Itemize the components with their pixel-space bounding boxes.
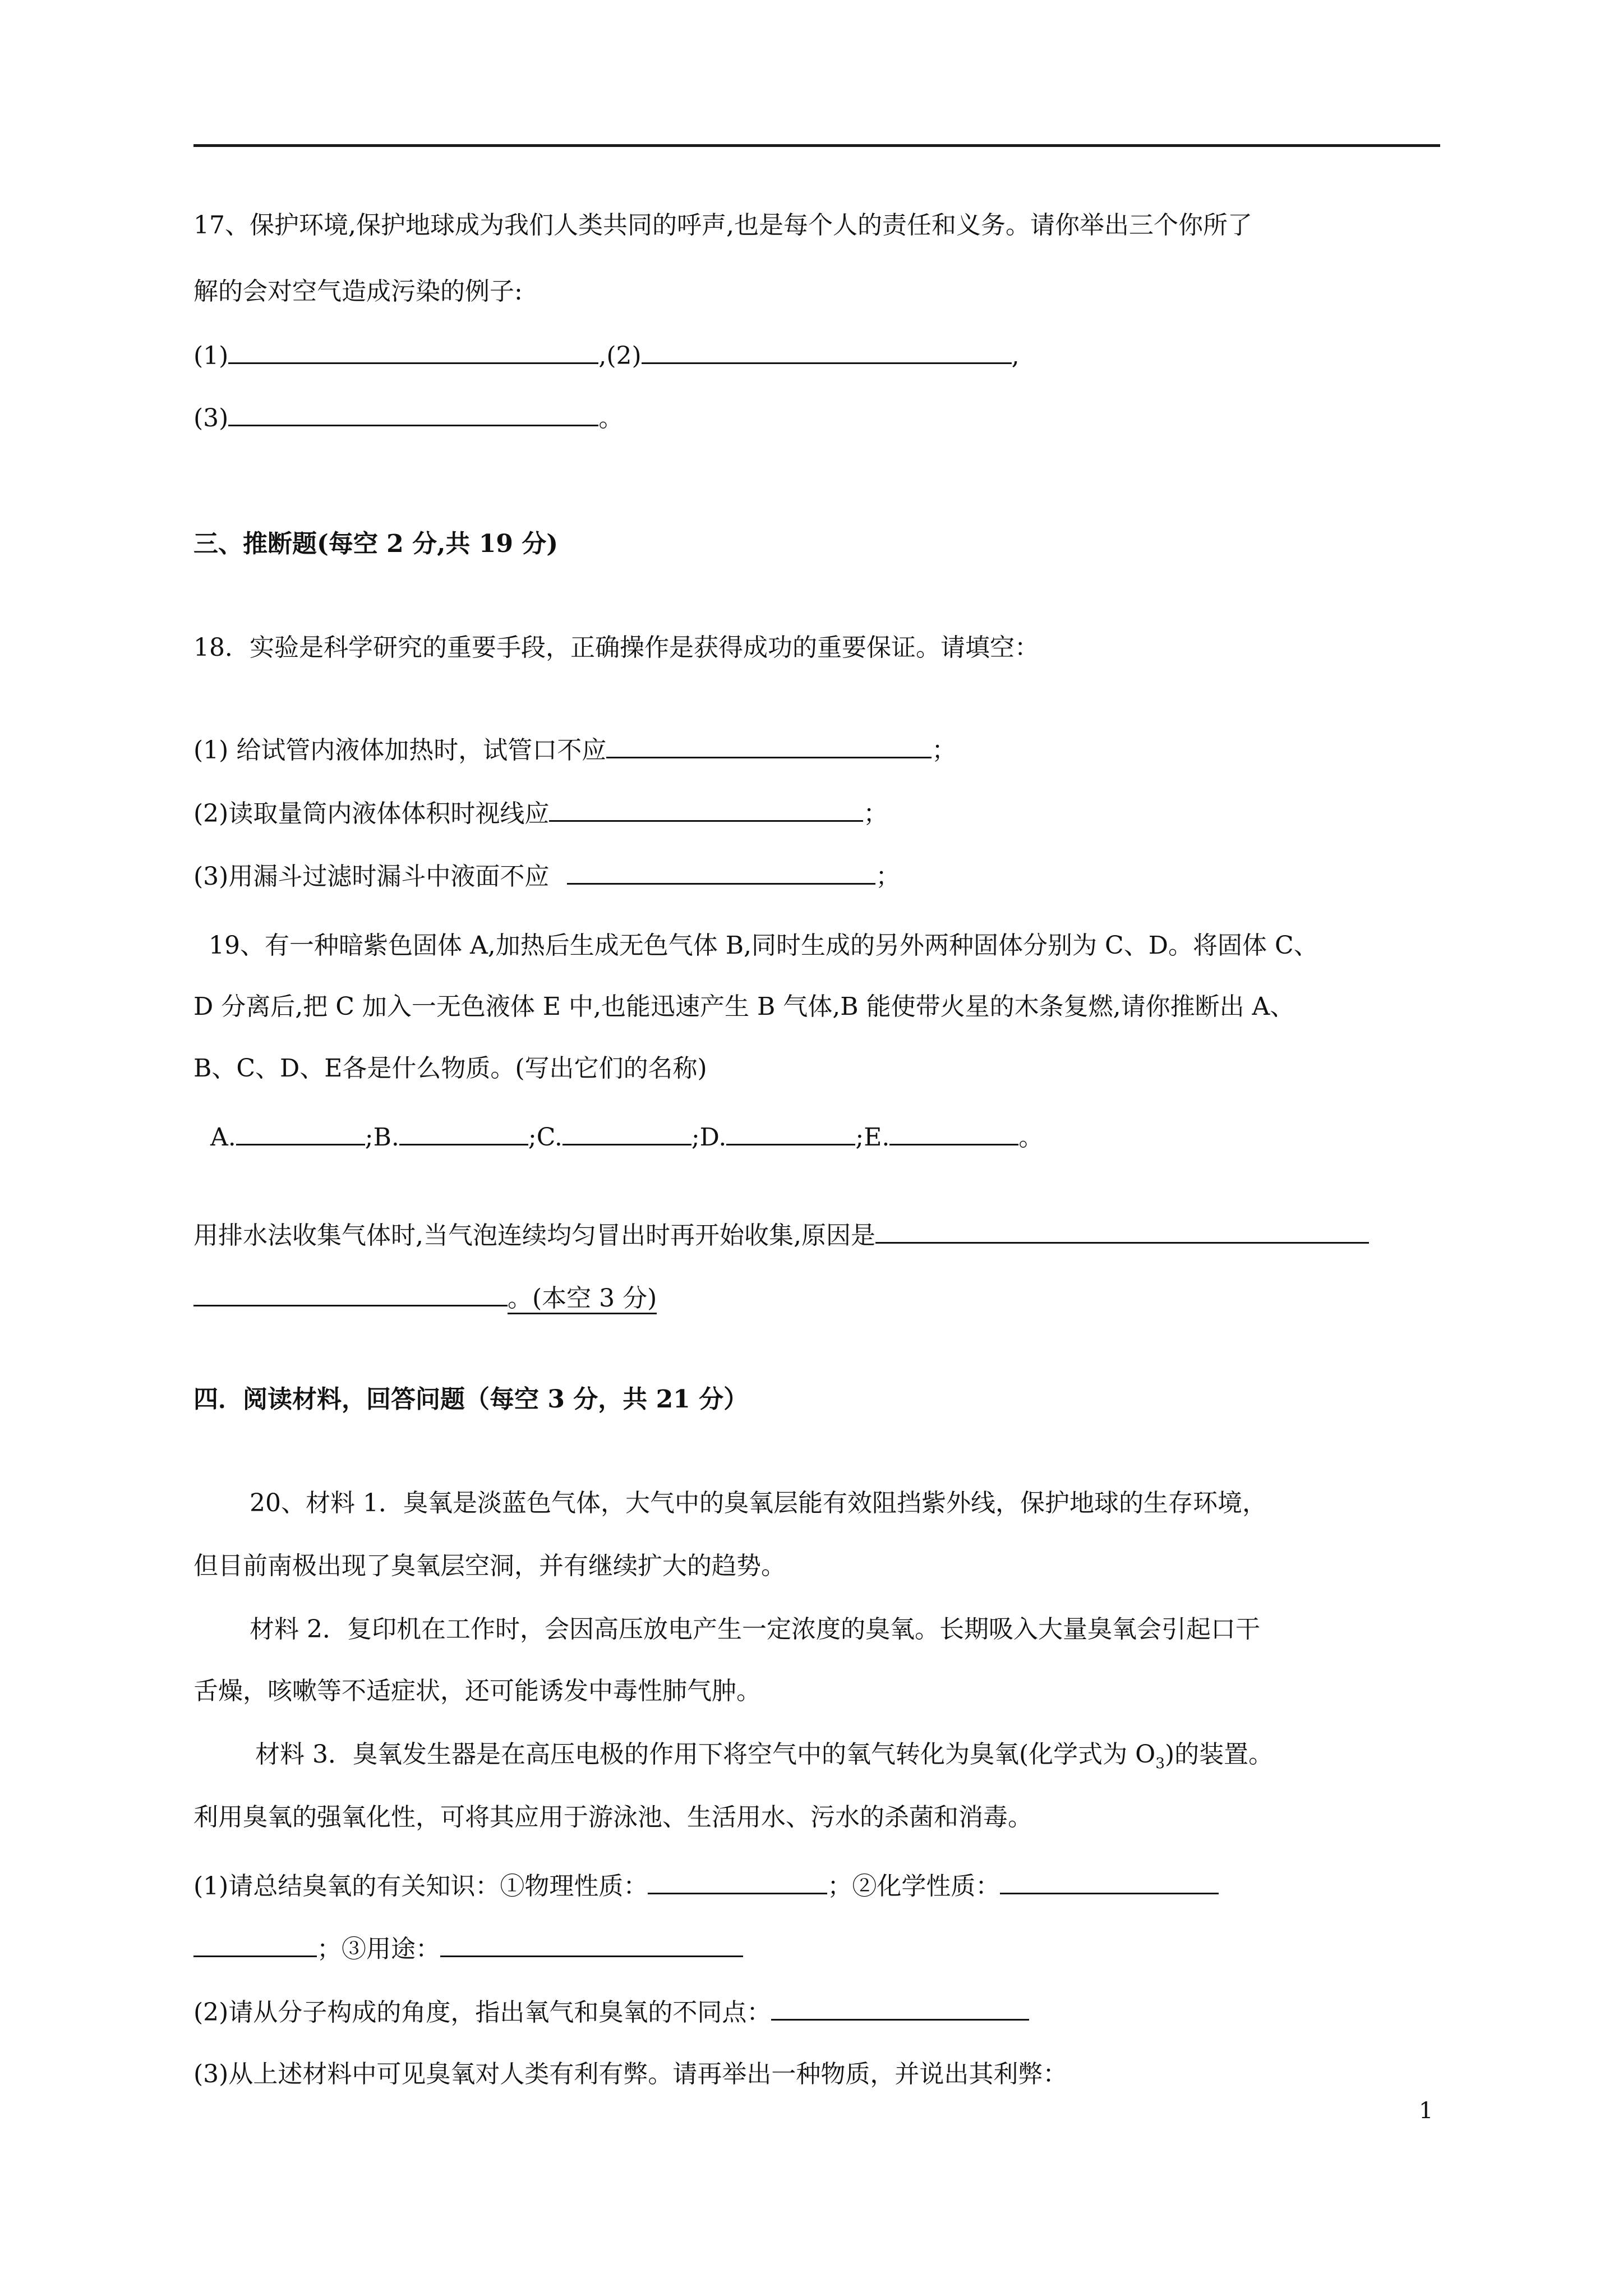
- q20-m1-line1: 20、材料 1．臭氧是淡蓝色气体，大气中的臭氧层能有效阻挡紫外线，保护地球的生存环境，: [250, 1489, 1267, 1517]
- q20-p1-text-a: (1)请总结臭氧的有关知识：①物理性质：: [193, 1872, 648, 1901]
- q20-blank-physical[interactable]: [648, 1868, 827, 1894]
- q19-answers: [210, 1119, 1043, 1154]
- q19-blank-b[interactable]: [399, 1119, 528, 1145]
- q20-p2-text: (2)请从分子构成的角度，指出氧气和臭氧的不同点：: [193, 1998, 772, 2027]
- q19-end: 。: [1018, 1123, 1044, 1152]
- q17-line1: 17、保护环境,保护地球成为我们人类共同的呼声,也是每个人的责任和义务。请你举出三个你所了: [193, 211, 1252, 240]
- q18-item3: [193, 858, 900, 894]
- q17-blank-2[interactable]: [642, 338, 1012, 364]
- q17-end-3: 。: [598, 404, 624, 432]
- q17-label-1: (1): [193, 342, 229, 370]
- gas-question-cont: [193, 1280, 657, 1315]
- gas-question-tail: 。(本空 3 分): [508, 1284, 657, 1314]
- q18-item1-end: ；: [932, 736, 957, 765]
- gas-blank-1[interactable]: [875, 1217, 1369, 1244]
- header-rule: [193, 144, 1440, 147]
- q19-blank-a[interactable]: [236, 1119, 365, 1145]
- q17-answer-3: [193, 400, 623, 435]
- q19-label-a: A.: [210, 1123, 236, 1152]
- q18-intro: 18．实验是科学研究的重要手段，正确操作是获得成功的重要保证。请填空：: [193, 633, 1039, 662]
- q18-item2: [193, 795, 888, 831]
- q20-m1-line2: 但目前南极出现了臭氧层空洞，并有继续扩大的趋势。: [193, 1552, 786, 1580]
- q17-label-2: ,(2): [598, 342, 642, 370]
- q20-m3-text-a: 材料 3．臭氧发生器是在高压电极的作用下将空气中的氧气转化为臭氧(化学式为 O: [255, 1740, 1156, 1769]
- page-number: 1: [1419, 2098, 1433, 2124]
- q18-item1: [193, 732, 956, 767]
- q18-item1-text: (1) 给试管内液体加热时，试管口不应: [193, 736, 607, 765]
- q17-answers-1-2: [193, 338, 1020, 373]
- q18-blank-1[interactable]: [606, 732, 932, 758]
- q20-m2-line2: 舌燥，咳嗽等不适症状，还可能诱发中毒性肺气肿。: [193, 1677, 761, 1705]
- q19-blank-c[interactable]: [562, 1119, 691, 1145]
- q20-m3-subscript: 3: [1155, 1754, 1165, 1772]
- q20-p1-text-b: ；②化学性质：: [827, 1872, 1000, 1901]
- q20-p3: (3)从上述材料中可见臭氧对人类有利有弊。请再举出一种物质，并说出其利弊：: [193, 2060, 1068, 2088]
- q17-end-2: ,: [1011, 342, 1020, 370]
- q18-item3-end: ；: [875, 862, 901, 891]
- q19-line2: D 分离后,把 C 加入一无色液体 E 中,也能迅速产生 B 气体,B 能使带火星的木条复燃,请你推断出 A、: [193, 992, 1295, 1021]
- q19-label-b: ;B.: [365, 1123, 399, 1152]
- q17-blank-3[interactable]: [228, 400, 598, 426]
- q19-label-d: ;D.: [691, 1123, 727, 1152]
- gas-question-text: 用排水法收集气体时,当气泡连续均匀冒出时再开始收集,原因是: [193, 1221, 875, 1250]
- q20-blank-difference[interactable]: [771, 1994, 1029, 2021]
- q19-line3: B、C、D、E各是什么物质。(写出它们的名称): [193, 1054, 707, 1083]
- q20-blank-use[interactable]: [440, 1931, 743, 1957]
- q20-p2: [193, 1994, 1029, 2030]
- q20-p1-cont: [193, 1931, 743, 1966]
- q18-item2-text: (2)读取量筒内液体体积时视线应: [193, 799, 550, 828]
- q19-blank-d[interactable]: [726, 1119, 855, 1145]
- gas-blank-2[interactable]: [193, 1280, 508, 1306]
- q17-blank-1[interactable]: [228, 338, 598, 364]
- section3-title: 三、推断题(每空 2 分,共 19 分): [193, 530, 559, 558]
- q18-blank-2[interactable]: [549, 795, 863, 822]
- q20-m3-text-b: )的装置。: [1165, 1740, 1274, 1769]
- q20-blank-chemical[interactable]: [1000, 1868, 1219, 1894]
- q17-label-3: (3): [193, 404, 229, 432]
- q19-line1: 19、有一种暗紫色固体 A,加热后生成无色气体 B,同时生成的另外两种固体分别为 C、D。将固体 C、: [209, 931, 1318, 960]
- q20-m3-line2: 利用臭氧的强氧化性，可将其应用于游泳池、生活用水、污水的杀菌和消毒。: [193, 1803, 1032, 1832]
- q20-blank-chemical-cont[interactable]: [193, 1931, 317, 1957]
- gas-question: [193, 1217, 1369, 1253]
- q18-blank-3[interactable]: [567, 858, 875, 885]
- q18-item2-end: ；: [863, 799, 888, 828]
- q19-blank-e[interactable]: [889, 1119, 1018, 1145]
- q20-p1-text-c: ；③用途：: [317, 1935, 440, 1963]
- section4-title: 四．阅读材料，回答问题（每空 3 分，共 21 分）: [193, 1385, 749, 1414]
- q18-item3-text: (3)用漏斗过滤时漏斗中液面不应: [193, 862, 550, 891]
- q20-m2-line1: 材料 2．复印机在工作时，会因高压放电产生一定浓度的臭氧。长期吸入大量臭氧会引起口干: [250, 1615, 1260, 1644]
- q20-m3-line1: [255, 1738, 1273, 1780]
- q19-label-e: ;E.: [855, 1123, 890, 1152]
- q20-p1: [193, 1868, 1219, 1903]
- q19-label-c: ;C.: [528, 1123, 562, 1152]
- q17-line2: 解的会对空气造成污染的例子:: [193, 277, 523, 306]
